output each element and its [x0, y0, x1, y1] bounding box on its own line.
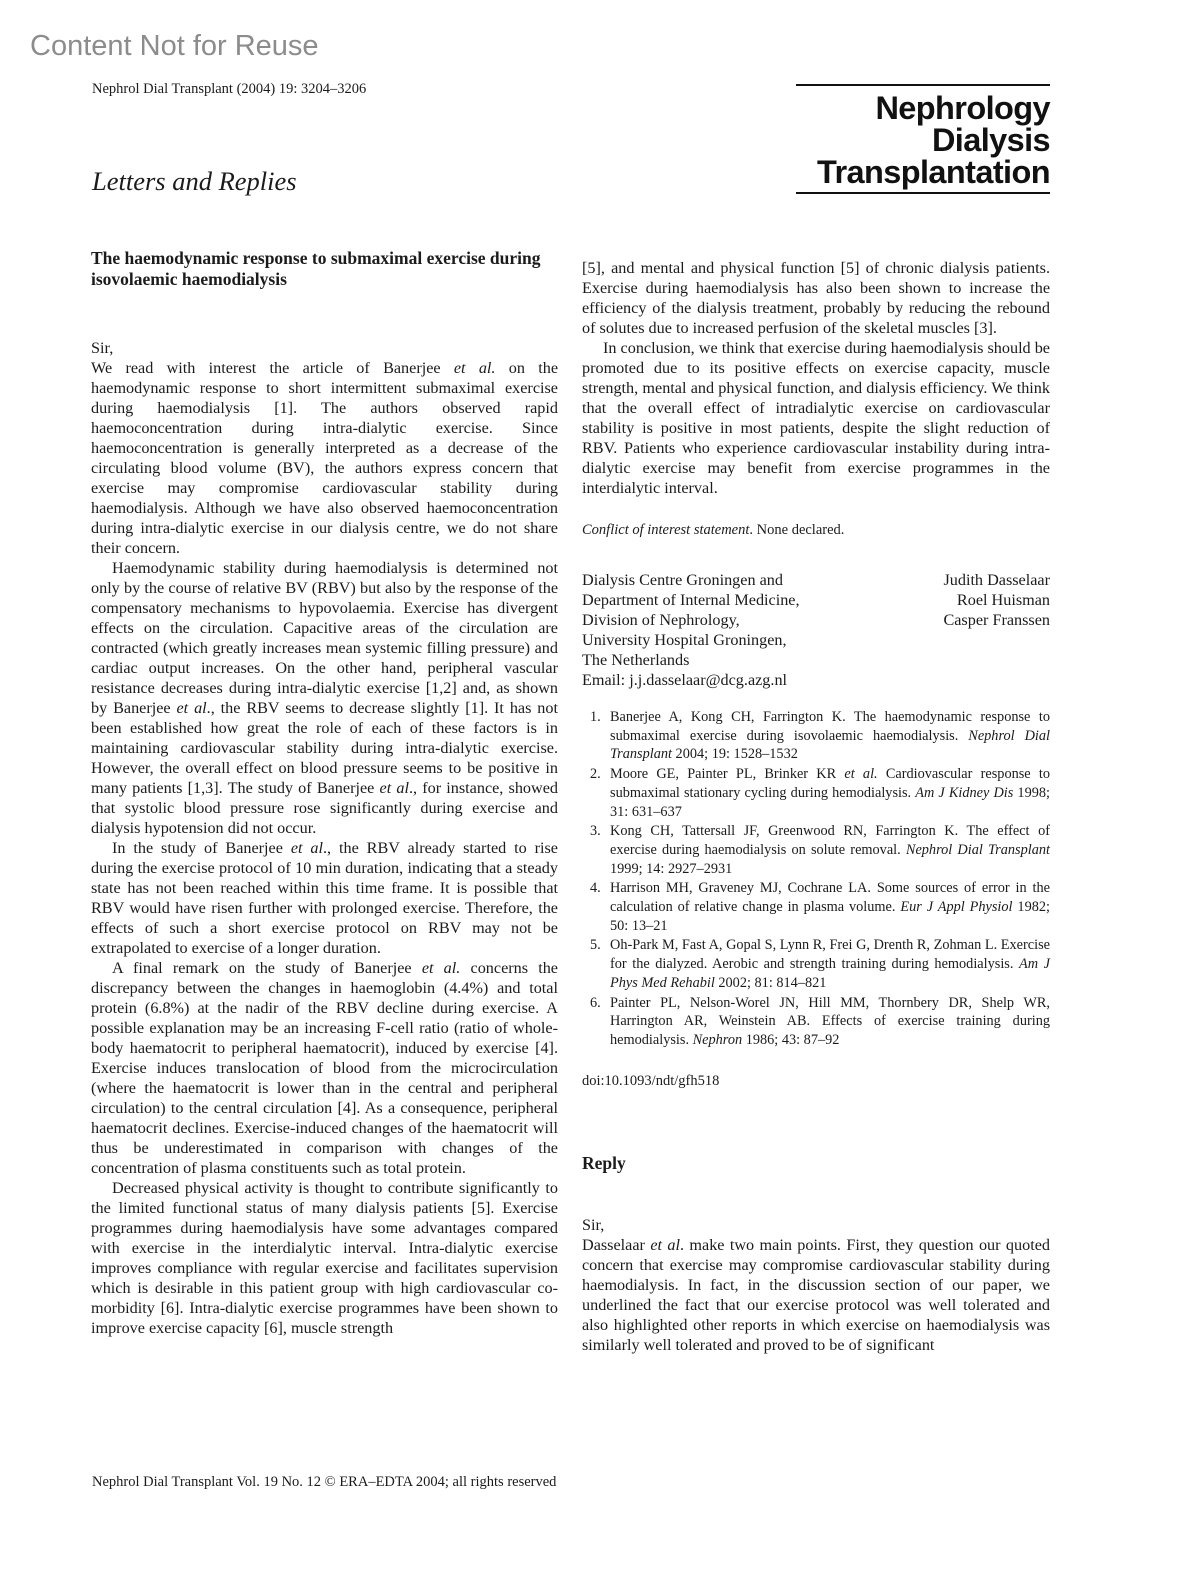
letter-paragraph: [5], and mental and physical function [5] of chronic dialysis patients. Exercise during haemodialysis has also been shown to increase the efficiency of the dialysis treatment, probably by reducing the rebound of solutes due to increased perfusion of the skeletal muscles [3]. — [582, 259, 1050, 337]
letter-salutation: Sir, — [91, 339, 114, 357]
affiliation-line: The Netherlands — [582, 651, 690, 669]
letter-paragraph: In the study of Banerjee et al., the RBV already started to rise during the exercise protocol of 10 min duration, indicating that a steady state has not been reached within this time frame. It is possible that RBV would have risen further with prolonged exercise. Therefore, the effects of such a short exercise protocol on RBV may not be extrapolated to exercise of a longer duration. — [91, 839, 558, 957]
letter-paragraph: We read with interest the article of Banerjee et al. on the haemodynamic response to short intermittent submaximal exercise during haemodialysis [1]. The authors observed rapid haemoconcentration during intra-dialytic exercise. Since haemoconcentration is generally interpreted as a decrease of the circulating blood volume (BV), the authors express concern that exercise may compromise cardiovascular stability during haemodialysis. Although we have also observed haemoconcentration during intra-dialytic exercise in our dialysis centre, we do not share their concern. — [91, 359, 558, 557]
page-footer: Nephrol Dial Transplant Vol. 19 No. 12 © ERA–EDTA 2004; all rights reserved — [92, 1474, 557, 1490]
left-column — [91, 248, 558, 1338]
reference-item: 4. Harrison MH, Graveney MJ, Cochrane LA. Some sources of error in the calculation of relative change in plasma volume. Eur J Appl Physiol 1982; 50: 13–21 — [590, 880, 1050, 934]
journal-logo-line: Dialysis — [931, 122, 1050, 158]
affiliation-line: University Hospital Groningen, — [582, 631, 787, 649]
conflict-statement: Conflict of interest statement. None declared. — [582, 522, 845, 538]
section-heading: Letters and Replies — [92, 166, 297, 196]
reference-item: 1. Banerjee A, Kong CH, Farrington K. The haemodynamic response to submaximal exercise during isovolaemic haemodialysis. Nephrol Dial Transplant 2004; 19: 1528–1532 — [590, 709, 1050, 763]
journal-logo — [796, 84, 1050, 194]
affiliation-block — [582, 570, 1050, 690]
right-column — [582, 258, 1050, 1355]
author-name: Judith Dasselaar — [943, 571, 1050, 589]
author-name: Casper Franssen — [943, 611, 1050, 629]
reply-title: Reply — [582, 1152, 626, 1173]
letter-paragraph: Haemodynamic stability during haemodialysis is determined not only by the course of relative BV (RBV) but also by the response of the compensatory mechanisms to hypovolaemia. Exercise has divergent effects on the circulation. Capacitive areas of the circulation are contracted (which greatly increases mean systemic filling pressure) and cardiac output increases. On the other hand, peripheral vascular resistance decreases during intra-dialytic exercise [1,2] and, as shown by Banerjee et al., the RBV seems to decrease slightly [1]. It has not been established how great the role of each of these factors is in maintaining cardiovascular stability during intra-dialytic exercise. However, the overall effect on blood pressure seems to be positive in many patients [1,3]. The study of Banerjee et al., for instance, showed that systolic blood pressure rose significantly during exercise and dialysis hypotension did not occur. — [91, 559, 558, 837]
doi[interactable]: doi:10.1093/ndt/gfh518 — [582, 1072, 720, 1089]
reply-salutation: Sir, — [582, 1215, 605, 1234]
reply-paragraph: Dasselaar et al. make two main points. First, they question our quoted concern that exercise may compromise cardiovascular stability during haemodialysis. In fact, in the discussion section of our paper, we underlined the fact that our exercise protocol was well tolerated and also highlighted other reports in which exercise on haemodialysis was similarly well tolerated and proved to be of significant — [582, 1235, 1050, 1354]
reference-item: 5. Oh-Park M, Fast A, Gopal S, Lynn R, Frei G, Drenth R, Zohman L. Exercise for the dialyzed. Aerobic and strength training during hemodialysis. Am J Phys Med Rehabil 2002; 81: 814–821 — [590, 937, 1050, 991]
reference-item: 3. Kong CH, Tattersall JF, Greenwood RN, Farrington K. The effect of exercise during haemodialysis on solute removal. Nephrol Dial Transplant 1999; 14: 2927–2931 — [590, 823, 1050, 877]
letter-paragraph: In conclusion, we think that exercise during haemodialysis should be promoted due to its positive effects on exercise capacity, muscle strength, mental and physical function, and dialysis efficiency. We think that the overall effect of intradialytic exercise on cardiovascular stability is positive in most patients, despite the slight reduction of RBV. Patients who experience cardiovascular instability during intra-dialytic exercise may benefit from exercise programmes in the interdialytic interval. — [582, 339, 1050, 497]
letter-paragraph: Decreased physical activity is thought to contribute significantly to the limited functional status of many dialysis patients [5]. Exercise programmes during haemodialysis have some advantages compared with exercise in the interdialytic interval. Intra-dialytic exercise improves compliance with regular exercise and facilitates supervision which is desirable in this patient group with high cardiovascular co-morbidity [6]. Intra-dialytic exercise programmes have been shown to improve exercise capacity [6], muscle strength — [91, 1179, 558, 1337]
journal-citation: Nephrol Dial Transplant (2004) 19: 3204–3206 — [92, 81, 367, 97]
author-name: Roel Huisman — [956, 591, 1050, 609]
reference-item: 2. Moore GE, Painter PL, Brinker KR et al. Cardiovascular response to submaximal stationary cycling during hemodialysis. Am J Kidney Dis 1998; 31: 631–637 — [590, 766, 1051, 820]
journal-logo-line: Nephrology — [875, 90, 1050, 126]
author-email[interactable]: Email: j.j.dasselaar@dcg.azg.nl — [582, 671, 788, 689]
affiliation-line: Dialysis Centre Groningen and — [582, 571, 783, 589]
reference-item: 6. Painter PL, Nelson-Worel JN, Hill MM, Thornbery DR, Shelp WR, Harrington AR, Weinstein AB. Effects of exercise training during hemodialysis. Nephron 1986; 43: 87–92 — [590, 994, 1050, 1048]
reference-list — [582, 708, 1050, 1050]
journal-logo-line: Transplantation — [817, 154, 1050, 190]
affiliation-line: Department of Internal Medicine, — [582, 591, 800, 609]
watermark: Content Not for Reuse — [30, 30, 319, 62]
letter-paragraph: A final remark on the study of Banerjee et al. concerns the discrepancy between the changes in haemoglobin (4.4%) and total protein (6.8%) at the nadir of the RBV decline during exercise. A possible explanation may be an increasing F-cell ratio (ratio of whole-body haematocrit to peripheral haematocrit), induced by exercise [4]. Exercise induces translocation of blood from the microcirculation (where the haematocrit is lower than in the central and peripheral circulation) to the central circulation [4]. As a consequence, peripheral haematocrit declines. Exercise-induced changes of the haematocrit will thus be underestimated in comparison with changes of the concentration of plasma constituents such as total protein. — [91, 959, 558, 1177]
affiliation-line: Division of Nephrology, — [582, 611, 740, 629]
letter-title: The haemodynamic response to submaximal exercise during isovolaemic haemodialysis — [91, 248, 541, 289]
